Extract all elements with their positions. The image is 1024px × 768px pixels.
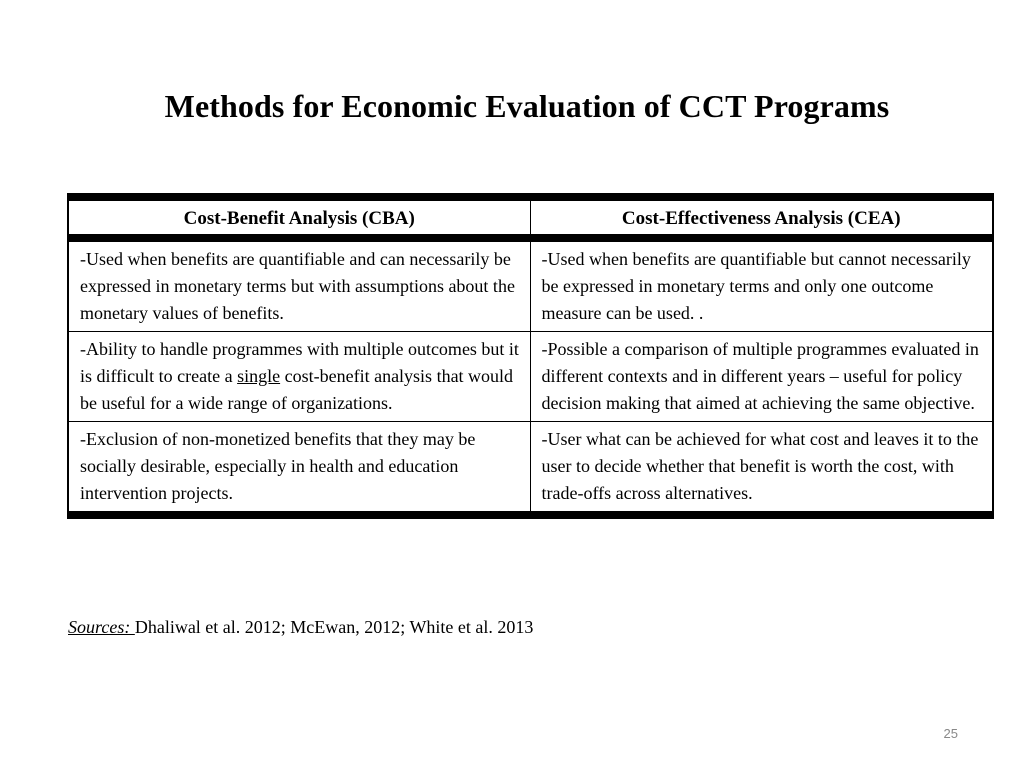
cba-cell: -Exclusion of non-monetized benefits that they may be socially desirable, especially in health and education intervention projects. [68, 422, 530, 516]
page-number: 25 [943, 726, 958, 741]
header-cea: Cost-Effectiveness Analysis (CEA) [530, 197, 993, 238]
sources-text: Dhaliwal et al. 2012; McEwan, 2012; White et al. 2013 [134, 617, 534, 637]
table-row [68, 332, 993, 422]
table-row [68, 238, 993, 332]
cea-cell: -Used when benefits are quantifiable but cannot necessarily be expressed in monetary terms and only one outcome measure can be used. . [530, 238, 993, 332]
cba-text-after: cost-benefit analysis that would be useful for a wide range of organizations. [80, 366, 514, 413]
cba-cell [68, 332, 530, 422]
slide-title: Methods for Economic Evaluation of CCT Programs [164, 88, 890, 124]
cba-text-before: -Ability to handle programmes with multiple outcomes but it is difficult to create a [80, 339, 519, 386]
table-header-row [68, 197, 993, 238]
cea-cell: -Possible a comparison of multiple programmes evaluated in different contexts and in different years – useful for policy decision making that aimed at achieving the same objective. [530, 332, 993, 422]
sources-note [68, 614, 533, 640]
header-cba: Cost-Benefit Analysis (CBA) [68, 197, 530, 238]
sources-label: Sources: [68, 617, 135, 637]
table-row [68, 422, 993, 516]
comparison-table [67, 193, 994, 519]
cba-text-emphasis: single [237, 366, 281, 386]
cea-cell: -User what can be achieved for what cost and leaves it to the user to decide whether that benefit is worth the cost, with trade-offs across alternatives. [541, 429, 979, 503]
cba-cell: -Used when benefits are quantifiable and can necessarily be expressed in monetary terms but with assumptions about the monetary values of benefits. [68, 238, 530, 332]
